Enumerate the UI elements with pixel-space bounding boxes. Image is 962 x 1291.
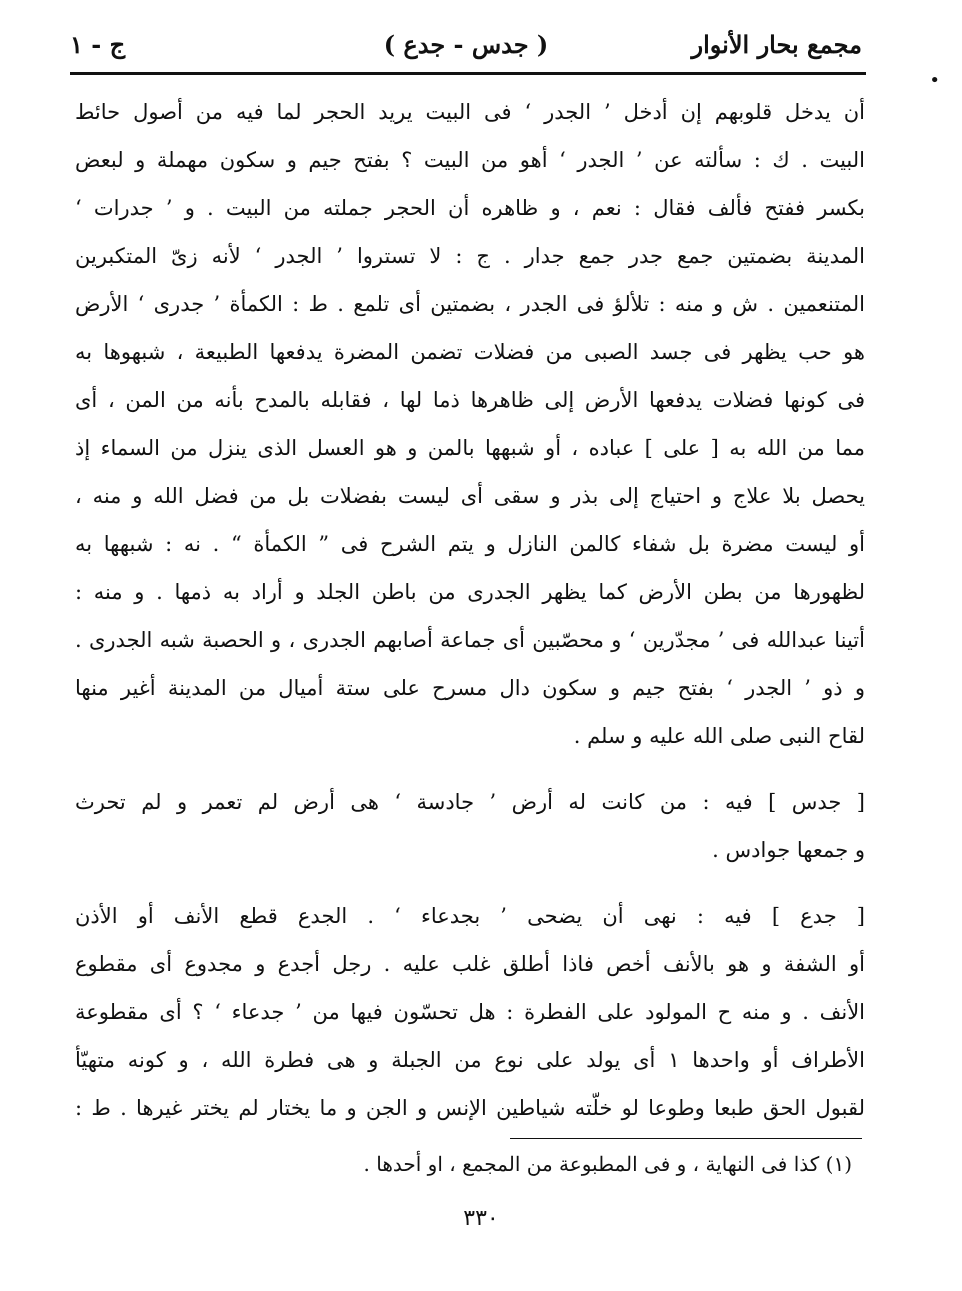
text-line: البيت . ك : سألته عن ’ الجدر ‘ أهو من البيت ؟ بفتح جيم و سكون مهملة و لبعض	[75, 148, 865, 172]
entry-range: ( جدس - جدع )	[383, 30, 549, 59]
text-line: المتنعمين . ش و منه : تلألؤ فى الجدر ، بضمتين أى تلمع . ط : الكمأة ’ جدرى ‘ الأرض	[75, 292, 865, 316]
text-line: الأطراف أو واحدها ١ أى يولد على نوع من الجبلة و هى فطرة الله ، و كونه متهيّأ	[75, 1048, 865, 1072]
text-line: [ جدس ] فيه : من كانت له أرض ’ جادسة ‘ هى أرض لم تعمر و لم تحرث	[75, 790, 865, 814]
text-line: الأنف . و منه ح المولود على الفطرة : هل تحسّون فيها من ’ جدعاء ‘ ؟ أى مقطوعة	[75, 1000, 865, 1024]
text-line: و ذو ’ الجدر ‘ بفتح جيم و سكون دال مسرح على ستة أميال من المدينة أغير منها	[75, 676, 865, 700]
text-line: أو ليست مضرة بل شفاء كالمن النازل و يتم الشرح فى ” الكمأة “ . نه : شبهها به	[75, 532, 865, 556]
text-line: بكسر ففتح فألف فقال : نعم ، و ظاهره أن الحجر جملته من البيت . و ’ جدرات ‘	[75, 196, 865, 220]
book-title: مجمع بحار الأنوار	[691, 30, 862, 59]
volume-number: ج - ١	[70, 30, 126, 59]
text-line: مما من الله به [ على ] عباده ، أو شبهها بالمن و هو العسل الذى ينزل من السماء إذ	[75, 436, 865, 460]
text-line: يحصل بلا علاج و احتياج إلى بذر و سقى أى ليست بفضلات بل من فضل الله و منه ،	[75, 484, 865, 508]
page-number: ٣٣٠	[463, 1206, 499, 1231]
text-line: [ جدع ] فيه : نهى أن يضحى ’ بجدعاء ‘ . الجدع قطع الأنف أو الأذن	[75, 904, 865, 928]
main-text	[75, 88, 865, 1132]
text-line: أو الشفة و هو بالأنف أخص فاذا أطلق غلب عليه . رجل أجدع و مجدوع أى مقطوع	[75, 952, 865, 976]
text-line: أن يدخل قلوبهم إن أدخل ’ الجدر ‘ فى البيت يريد الحجر لما فيه من أصول حائط	[75, 100, 865, 124]
text-line: أتينا عبدالله فى ’ مجدّرين ‘ و محصّبين أى جماعة أصابهم الجدرى ، و الحصبة شبه الجدرى .	[75, 628, 865, 652]
footnote-rule	[510, 1138, 862, 1139]
text-line: لقبول الحق طبعا وطوعا لو خلّته شياطين الإنس و الجن و ما يختار لم يختر غيرها . ط :	[75, 1096, 865, 1120]
running-header	[70, 22, 862, 72]
header-rule	[70, 72, 866, 75]
text-line: هو حب يظهر فى جسد الصبى من فضلات تضمن المضرة يدفعها الطبيعة ، شبهوها به	[75, 340, 865, 364]
text-line: المدينة بضمتين جمع جدر جمع جدار . ج : لا تستروا ’ الجدر ‘ لأنه زىّ المتكبرين	[75, 244, 865, 268]
text-line: و جمعها جوادس .	[712, 838, 865, 862]
text-line: لقاح النبى صلى الله عليه و سلم .	[573, 724, 865, 748]
text-line: لظهورها من بطن الأرض كما يظهر الجدرى من باطن الجلد و أراد به ذمها . و منه :	[75, 580, 865, 604]
text-line: فى كونها فضلات يدفعها الأرض إلى ظاهرها ذما لها ، فقابله بالمدح بأنه من المن ، أى	[75, 388, 865, 412]
footnote: (١) كذا فى النهاية ، و فى المطبوعة من المجمع ، او أحدها .	[363, 1152, 852, 1176]
margin-mark: •	[929, 70, 940, 91]
